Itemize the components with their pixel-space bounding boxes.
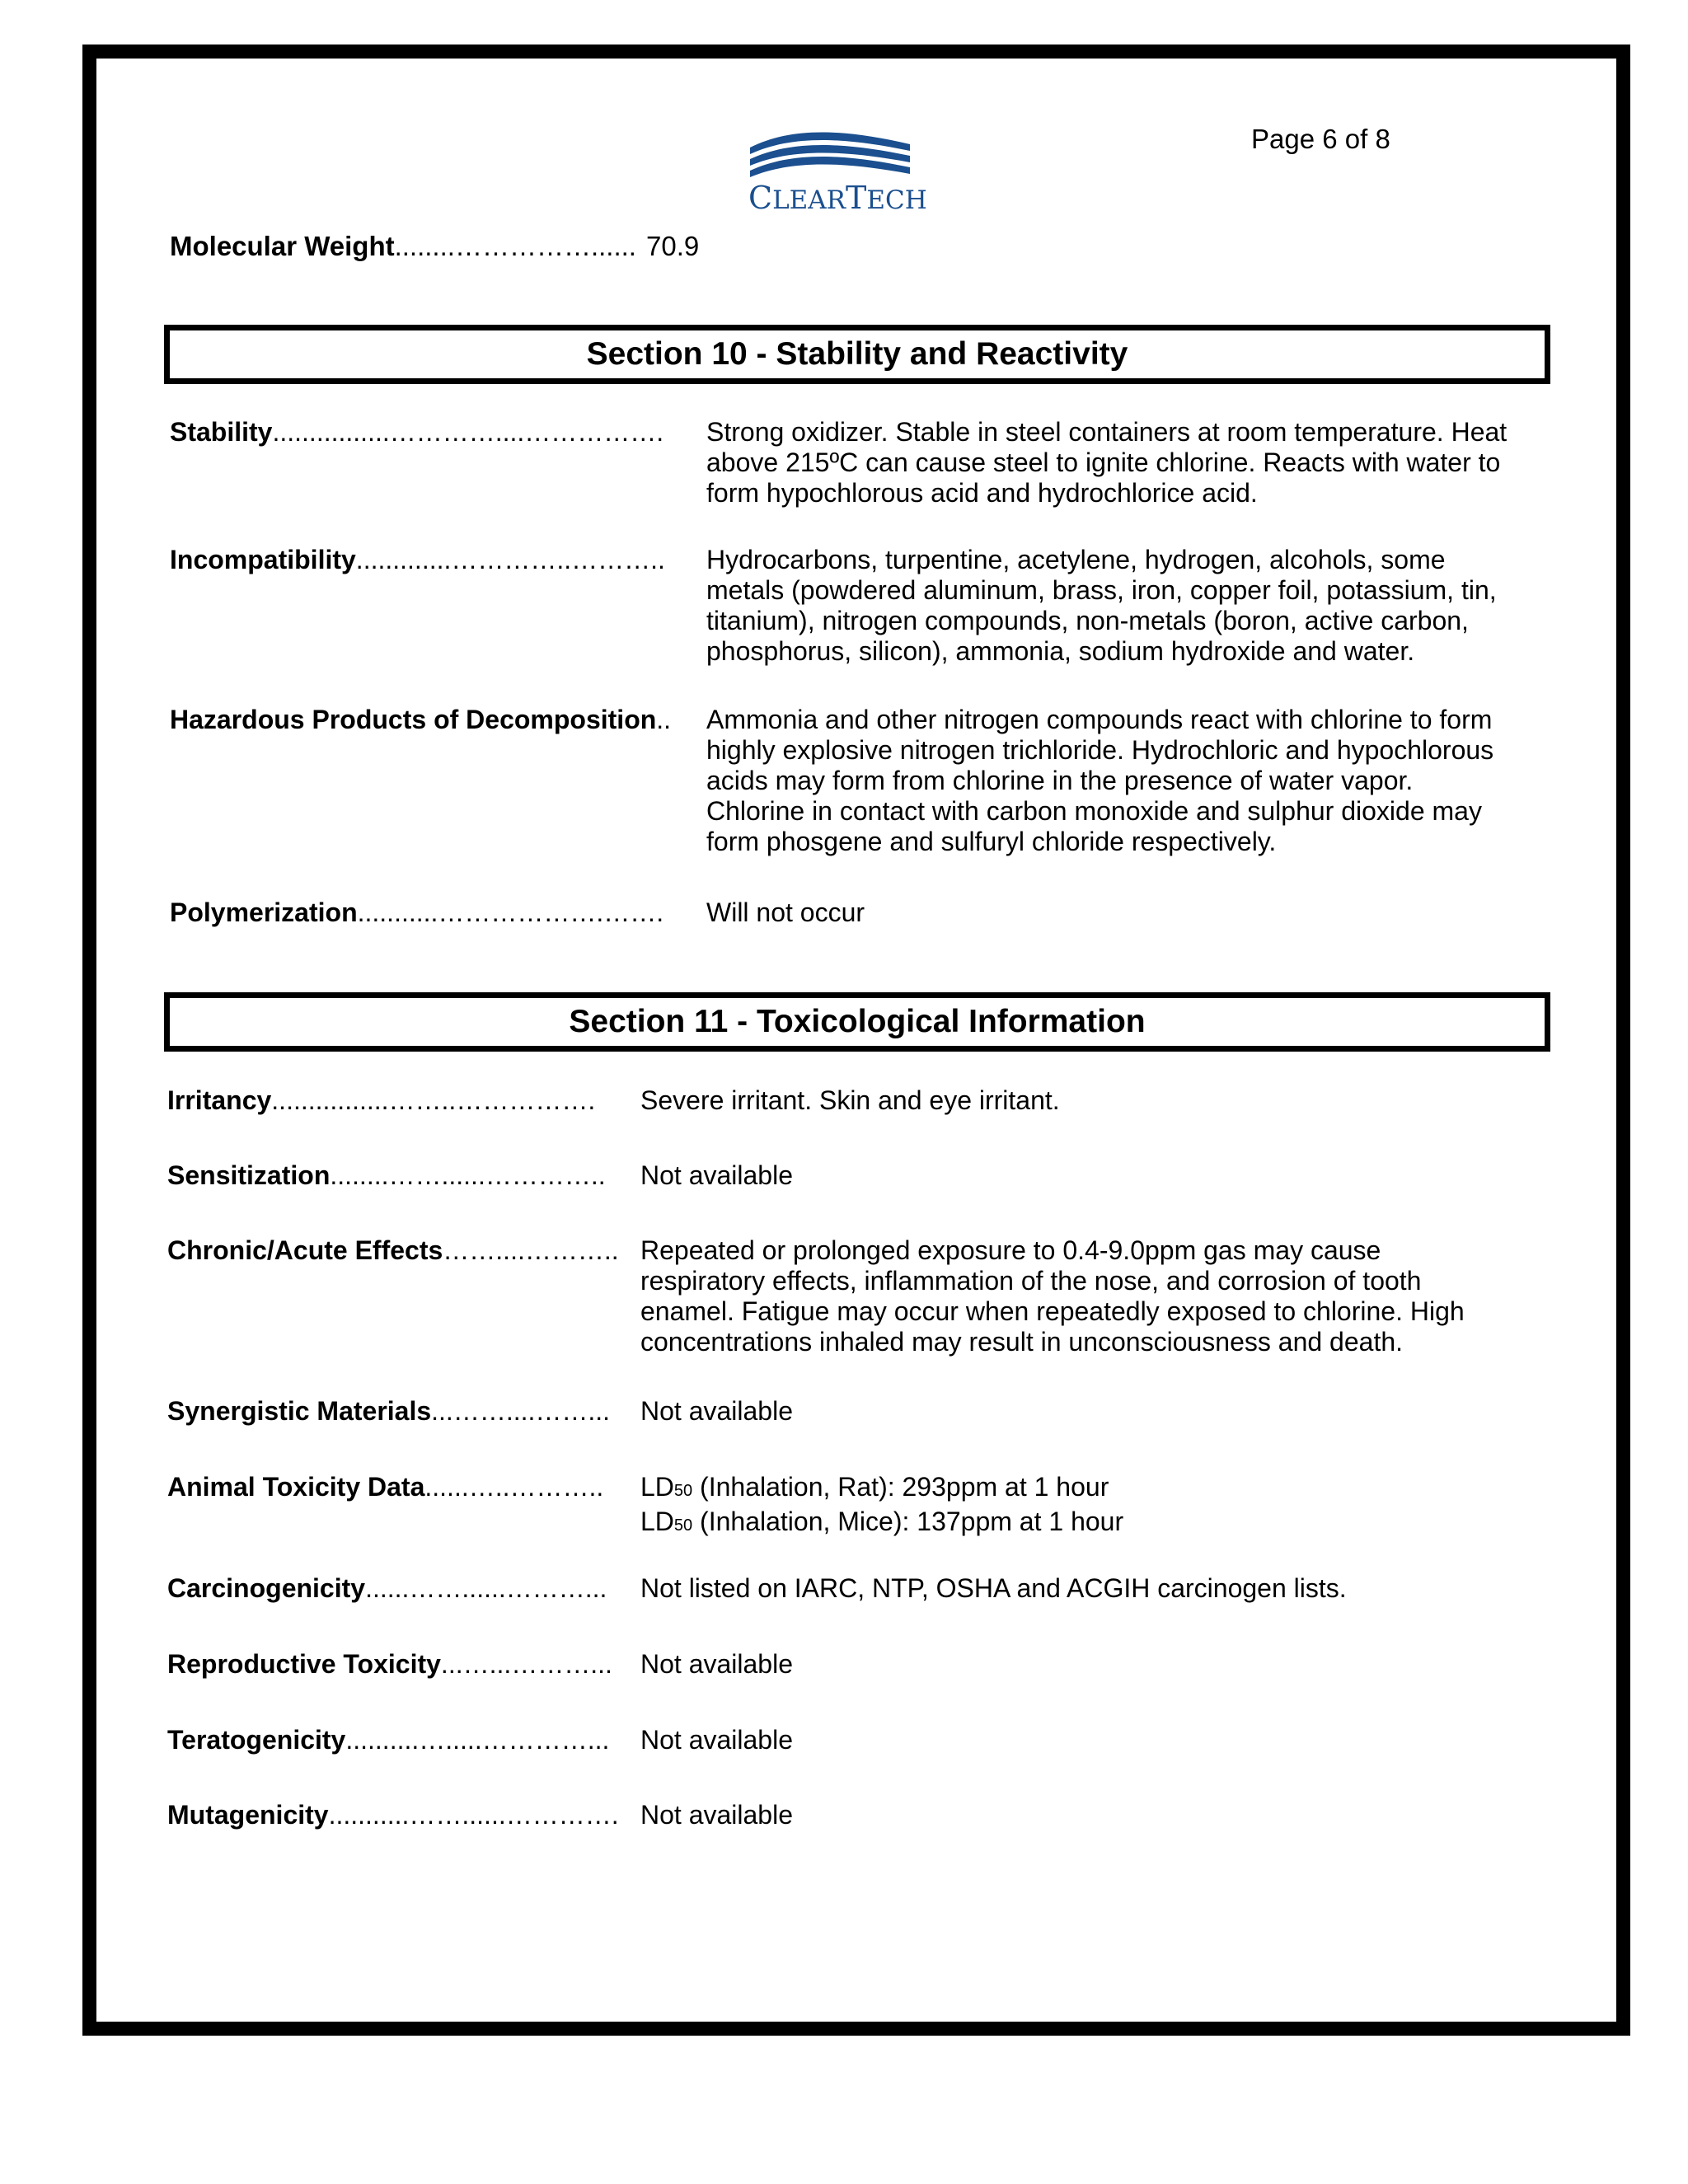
- section-10-header: [164, 325, 1550, 384]
- field-label: Hazardous Products of Decomposition..: [170, 705, 672, 734]
- molecular-weight-value: 70.9: [646, 231, 700, 261]
- section-title: Section 10 - Stability and Reactivity: [586, 336, 1128, 372]
- field-value: Repeated or prolonged exposure to 0.4-9.0ppm gas may cause respiratory effects, inflammation of the nose, and corrosion of tooth enamel. Fatigue may occur when repeatedly exposed to chlorine. High concentrations inhaled may result in unconsciousness and death.: [640, 1235, 1465, 1357]
- logo-letter: C: [748, 180, 773, 216]
- field-label: Sensitization........……......…………..: [167, 1160, 606, 1190]
- field-value: LD50 (Inhalation, Rat): 293ppm at 1 hour LD50 (Inhalation, Mice): 137ppm at 1 hour: [640, 1472, 1124, 1536]
- field-value: Ammonia and other nitrogen compounds react with chlorine to form highly explosive nitrogen trichloride. Hydrochloric and hypochlorous acids may form from chlorine in the presence of water vapor. Chlorine in contact with carbon monoxide and sulphur dioxide may form phosgene and sulfuryl chloride respectively.: [706, 705, 1494, 856]
- field-label: Irritancy................……..…………….: [167, 1085, 596, 1115]
- field-value: Will not occur: [706, 898, 865, 927]
- logo-letter: T: [846, 180, 867, 216]
- molecular-weight-label: Molecular Weight: [170, 231, 395, 261]
- field-value: Severe irritant. Skin and eye irritant.: [640, 1085, 1060, 1115]
- field-label: Stability................…………....…………….: [170, 417, 664, 447]
- field-label: Chronic/Acute Effects……....………..: [167, 1235, 619, 1265]
- molecular-weight-row: [170, 231, 700, 262]
- leader-dots: ........……………......: [394, 231, 636, 261]
- section-11-header: [164, 992, 1550, 1052]
- field-label: Carcinogenicity......……......………...: [167, 1573, 607, 1603]
- cleartech-logo: [748, 129, 927, 222]
- logo-letters: LEAR: [772, 185, 846, 215]
- logo-wordmark: [748, 180, 927, 216]
- field-label: Teratogenicity..........….....…………...: [167, 1725, 610, 1755]
- field-label: Incompatibility.............…………..………..: [170, 545, 665, 574]
- logo-letters: ECH: [866, 185, 927, 215]
- field-value: Not available: [640, 1649, 793, 1679]
- field-value: Not available: [640, 1725, 793, 1755]
- field-value: Not listed on IARC, NTP, OSHA and ACGIH carcinogen lists.: [640, 1573, 1347, 1603]
- field-value: Not available: [640, 1800, 793, 1830]
- field-label: Animal Toxicity Data......…..………..: [167, 1472, 604, 1502]
- field-value: Strong oxidizer. Stable in steel containers at room temperature. Heat above 215ºC can cause steel to ignite chlorine. Reacts with water to form hypochlorous acid and hydrochlorice acid.: [706, 417, 1507, 508]
- field-value: Hydrocarbons, turpentine, acetylene, hydrogen, alcohols, some metals (powdered aluminum, brass, iron, copper foil, potassium, tin, titanium), nitrogen compounds, non-metals (boron, active carbon, phosphorus, silicon), ammonia, sodium hydroxide and water.: [706, 545, 1497, 666]
- field-value: Not available: [640, 1160, 793, 1190]
- page-number: Page 6 of 8: [1251, 124, 1390, 154]
- field-value: Not available: [640, 1396, 793, 1426]
- field-label: Mutagenicity...........……......………….: [167, 1800, 619, 1830]
- wave-logo-icon: [748, 129, 913, 180]
- field-label: Synergistic Materials...……....……...: [167, 1396, 611, 1426]
- section-title: Section 11 - Toxicological Information: [569, 1004, 1146, 1039]
- field-label: Reproductive Toxicity...…...………...: [167, 1649, 612, 1679]
- field-label: Polymerization...........……………….…….: [170, 898, 664, 927]
